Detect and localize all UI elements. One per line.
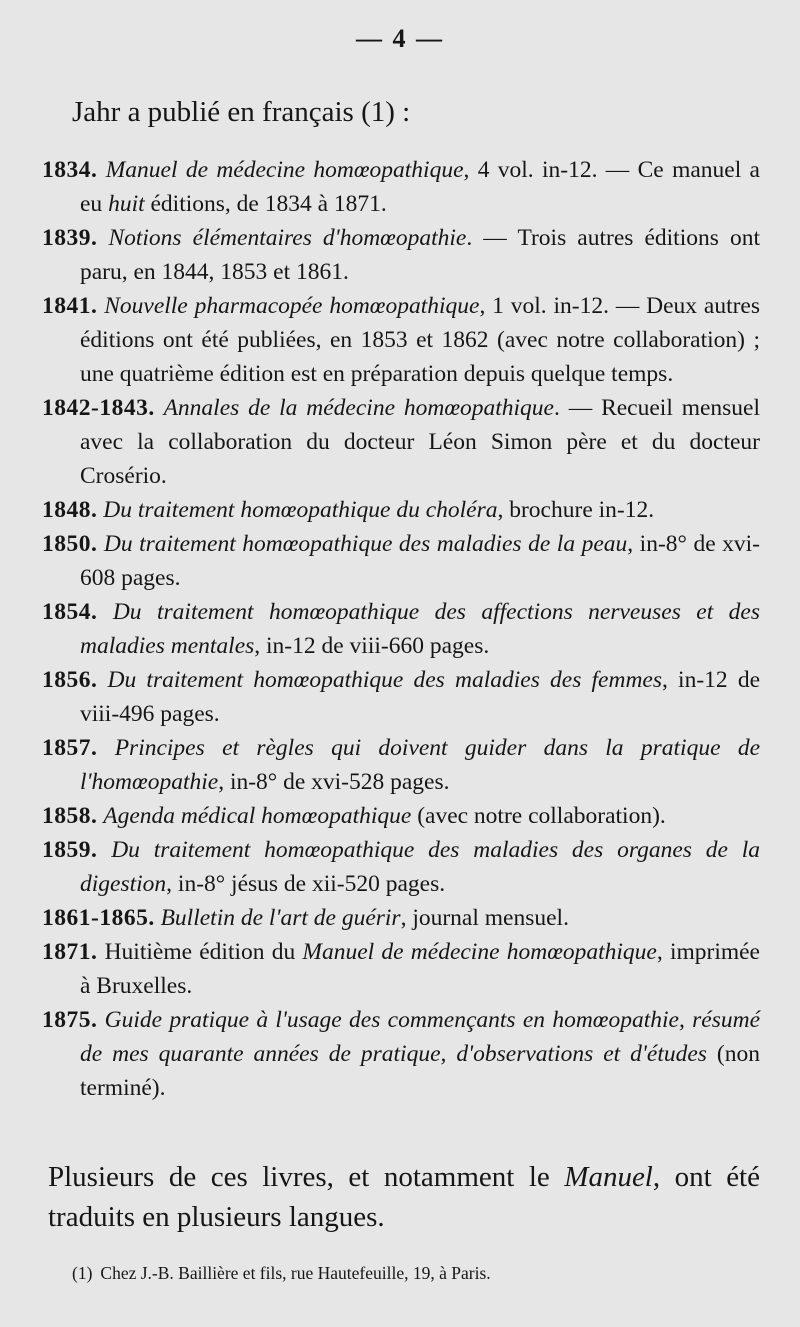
footnote	[72, 1263, 762, 1284]
entry-text: , in-8° de xvi-608 pages.	[80, 531, 760, 591]
entry-year: 1875.	[42, 1007, 98, 1033]
closing-text-end: , ont été traduits en plusieurs langues.	[48, 1161, 760, 1233]
bibliography-entry	[42, 221, 760, 289]
entry-text	[97, 157, 105, 183]
entry-text	[97, 1007, 104, 1033]
bibliography-entry	[42, 391, 760, 493]
bibliography-entry	[42, 731, 760, 799]
entry-title-italic: Principes et règles qui doivent guider dans la pratique de l'homœopathie	[80, 735, 760, 795]
footnote-text: Chez J.-B. Baillière et fils, rue Hautefeuille, 19, à Paris.	[100, 1263, 491, 1283]
bibliography-entry	[42, 1003, 760, 1105]
entry-text	[97, 599, 112, 625]
entry-title-italic: Notions élémentaires d'homœopathie	[108, 225, 467, 251]
bibliography-entry	[42, 289, 760, 391]
bibliography-entry	[42, 935, 760, 1003]
entry-year: 1834.	[42, 157, 98, 183]
entry-year: 1861-1865.	[42, 905, 155, 931]
bibliography-entry	[42, 833, 760, 901]
entry-title-italic: huit	[108, 191, 145, 217]
entry-title-italic: Agenda médical homœopathique	[103, 803, 412, 829]
entry-title-italic: Du traitement homœopathique des affections nerveuses et des maladies mentales	[80, 599, 761, 659]
entry-title-italic: Manuel de médecine homœopathique	[302, 939, 657, 965]
entry-text: , in-12 de viii-496 pages.	[80, 667, 760, 727]
entry-year: 1850.	[42, 531, 98, 557]
bibliography-entry	[42, 153, 760, 221]
entry-year: 1859.	[42, 837, 98, 863]
entry-year: 1857.	[42, 735, 98, 761]
bibliography-entry	[42, 527, 760, 595]
bibliography-entry	[42, 493, 760, 527]
entry-text: (non terminé).	[80, 1041, 760, 1101]
entry-text: , in-8° jésus de xii-520 pages.	[166, 871, 446, 897]
bibliography-list	[42, 153, 760, 1105]
footnote-mark: (1)	[72, 1263, 93, 1283]
entry-text: , imprimée à Bruxelles.	[80, 939, 760, 999]
entry-text	[97, 225, 108, 251]
entry-text: , 1 vol. in-12. — Deux autres éditions ont été publiées, en 1853 et 1862 (avec notre collaboration) ; une quatrième édition est en préparation depuis quelque temps.	[80, 293, 761, 387]
entry-text: , in-8° de xvi-528 pages.	[218, 769, 450, 795]
bibliography-entry	[42, 901, 760, 935]
entry-title-italic: Du traitement homœopathique des maladies de la peau	[103, 531, 628, 557]
entry-year: 1842-1843.	[42, 395, 155, 421]
entry-text: Huitième édition du	[97, 939, 303, 965]
entry-text	[97, 837, 111, 863]
entry-year: 1858.	[42, 803, 98, 829]
page-number: — 4 —	[356, 24, 444, 53]
entry-year: 1841.	[42, 293, 98, 319]
entry-year: 1854.	[42, 599, 98, 625]
entry-year: 1871.	[42, 939, 98, 965]
entry-year: 1856.	[42, 667, 98, 693]
entry-text	[155, 395, 164, 421]
entry-title-italic: Du traitement homœopathique du choléra	[103, 497, 498, 523]
entry-text: . — Recueil mensuel avec la collaboration du docteur Léon Simon père et du docteur Crosério.	[80, 395, 761, 489]
closing-paragraph	[48, 1157, 760, 1237]
entry-text: , 4 vol. in-12. — Ce manuel a eu	[80, 157, 760, 217]
entry-title-italic: Guide pratique à l'usage des commençants en homœopathie, résumé de mes quarante années de pratique, d'observations et d'études	[80, 1007, 760, 1067]
entry-year: 1839.	[42, 225, 98, 251]
entry-title-italic: Bulletin de l'art de guérir	[160, 905, 401, 931]
entry-year: 1848.	[42, 497, 98, 523]
entry-text: , in-12 de viii-660 pages.	[254, 633, 490, 659]
entry-title-italic: Manuel de médecine homœopathique	[105, 157, 464, 183]
entry-title-italic: Annales de la médecine homœopathique	[163, 395, 554, 421]
entry-text: . — Trois autres éditions ont paru, en 1844, 1853 et 1861.	[80, 225, 760, 285]
bibliography-entry	[42, 595, 760, 663]
entry-text: , brochure in-12.	[497, 497, 655, 523]
bibliography-entry	[42, 799, 760, 833]
entry-text: , journal mensuel.	[400, 905, 569, 931]
closing-title-italic: Manuel	[564, 1161, 653, 1193]
entry-title-italic: Du traitement homœopathique des maladies des femmes	[107, 667, 662, 693]
entry-title-italic: Du traitement homœopathique des maladies des organes de la digestion	[80, 837, 761, 897]
entry-text	[97, 735, 114, 761]
entry-title-italic: Nouvelle pharmacopée homœopathique	[104, 293, 480, 319]
entry-text: (avec notre collaboration).	[411, 803, 666, 829]
entry-text	[97, 667, 107, 693]
entry-text: éditions, de 1834 à 1871.	[144, 191, 387, 217]
intro-heading: Jahr a publié en français (1) :	[72, 96, 411, 128]
closing-text-start: Plusieurs de ces livres, et notamment le	[48, 1161, 565, 1193]
bibliography-entry	[42, 663, 760, 731]
